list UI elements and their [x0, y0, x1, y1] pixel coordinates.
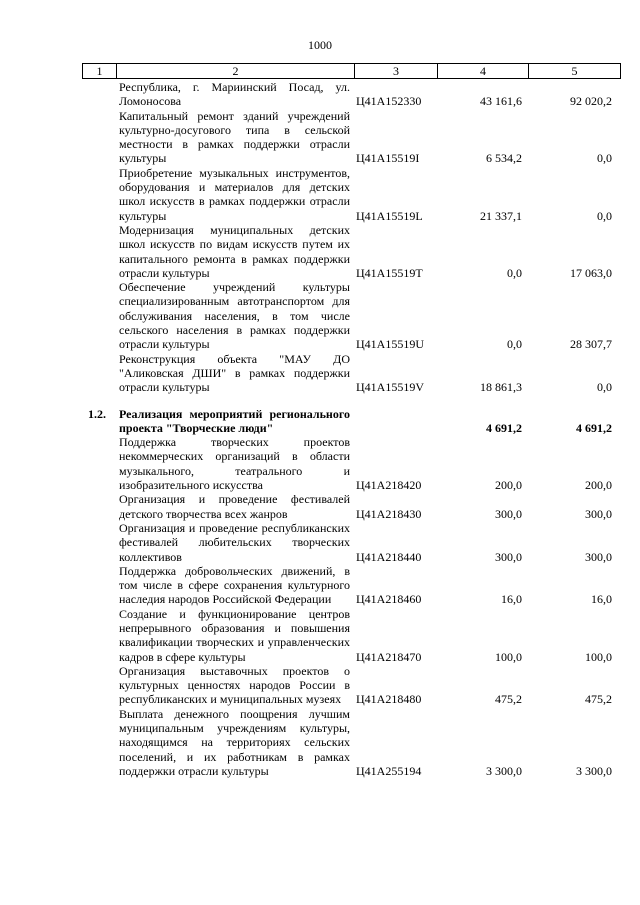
- row-number: [82, 435, 116, 492]
- table-row: [82, 564, 620, 607]
- row-code: Ц41А15519U: [356, 337, 424, 352]
- table-row: [82, 352, 620, 395]
- section-code: [354, 407, 437, 436]
- row-name: Капитальный ремонт зданий учреждений культурно-досугового типа в сельской местности в рамках поддержки отрасли культуры: [119, 108, 350, 166]
- row-number: [82, 280, 116, 351]
- row-number: [82, 492, 116, 521]
- table-row: [82, 280, 620, 351]
- row-value-5: 0,0: [597, 151, 612, 166]
- column-header-2: 2: [117, 64, 355, 79]
- row-number: [82, 707, 116, 778]
- row-name: Республика, г. Мариинский Посад, ул. Ломоносова: [119, 80, 350, 109]
- row-value-4: 475,2: [495, 692, 522, 707]
- section-number: 1.2.: [88, 406, 106, 421]
- row-code: Ц41А218440: [356, 549, 422, 564]
- row-value-5: 300,0: [585, 549, 612, 564]
- row-value-4: 3 300,0: [486, 763, 522, 778]
- column-header-4: 4: [438, 64, 529, 79]
- table-row: [82, 664, 620, 707]
- row-value-4: 0,0: [507, 265, 522, 280]
- row-value-4: 0,0: [507, 337, 522, 352]
- row-value-4: 16,0: [501, 592, 522, 607]
- row-value-5: 17 063,0: [570, 265, 612, 280]
- row-name: Организация выставочных проектов о культурных ценностях народов России в республиканских и муниципальных музеях: [119, 663, 350, 707]
- row-value-4: 21 337,1: [480, 208, 522, 223]
- row-number: [82, 564, 116, 607]
- row-code: Ц41А218480: [356, 692, 422, 707]
- row-value-4: 300,0: [495, 549, 522, 564]
- row-code: Ц41А218430: [356, 506, 422, 521]
- row-name: Обеспечение учреждений культуры специализированным автотранспортом для обслуживания населения, в том числе сельского населения в рамках поддержки отрасли культуры: [119, 280, 350, 352]
- row-value-4: 200,0: [495, 478, 522, 493]
- row-value-5: 0,0: [597, 208, 612, 223]
- row-code: Ц41А152330: [356, 94, 422, 109]
- budget-table: [82, 80, 620, 778]
- row-value-4: 300,0: [495, 506, 522, 521]
- table-row: [82, 607, 620, 664]
- table-row: [82, 223, 620, 280]
- row-number: [82, 352, 116, 395]
- row-number: [82, 521, 116, 564]
- row-number: [82, 664, 116, 707]
- row-code: Ц41А15519I: [356, 151, 420, 166]
- table-row: [82, 109, 620, 166]
- row-name: Выплата денежного поощрения лучшим муниципальным учреждениям культуры, находящимся на территориях сельских поселений, и их работникам в рамках поддержки отрасли культуры: [119, 706, 350, 778]
- row-name: Реконструкция объекта "МАУ ДО "Аликовская ДШИ" в рамках поддержки отрасли культуры: [119, 351, 350, 395]
- row-code: Ц41А218470: [356, 649, 422, 664]
- table-row: [82, 492, 620, 521]
- table-row: [82, 521, 620, 564]
- section-value-5: 4 691,2: [576, 420, 612, 435]
- section-row: [82, 407, 620, 436]
- table-row: [82, 435, 620, 492]
- table-row: [82, 707, 620, 778]
- row-code: Ц41А15519L: [356, 208, 423, 223]
- section-value-4: 4 691,2: [486, 420, 522, 435]
- column-header-row: [83, 64, 621, 79]
- table-row: [82, 166, 620, 223]
- row-code: Ц41А255194: [356, 763, 422, 778]
- row-value-5: 28 307,7: [570, 337, 612, 352]
- row-spacer: [82, 395, 620, 407]
- table-row: [82, 80, 620, 109]
- row-number: [82, 109, 116, 166]
- row-value-5: 92 020,2: [570, 94, 612, 109]
- row-code: Ц41А15519T: [356, 265, 423, 280]
- row-value-5: 475,2: [585, 692, 612, 707]
- row-value-5: 200,0: [585, 478, 612, 493]
- row-number: [82, 607, 116, 664]
- row-number: [82, 166, 116, 223]
- row-value-5: 16,0: [591, 592, 612, 607]
- row-name: Организация и проведение республиканских фестивалей любительских творческих коллективов: [119, 520, 350, 564]
- row-code: Ц41А15519V: [356, 380, 424, 395]
- column-header-5: 5: [529, 64, 621, 79]
- row-value-5: 100,0: [585, 649, 612, 664]
- row-number: [82, 80, 116, 109]
- column-header-1: 1: [83, 64, 117, 79]
- row-code: Ц41А218420: [356, 478, 422, 493]
- row-value-4: 18 861,3: [480, 380, 522, 395]
- row-value-5: 0,0: [597, 380, 612, 395]
- column-header-3: 3: [355, 64, 438, 79]
- row-name: Модернизация муниципальных детских школ искусств по видам искусств путем их капитального ремонта в рамках поддержки отрасли культуры: [119, 222, 350, 280]
- row-value-4: 100,0: [495, 649, 522, 664]
- row-name: Поддержка добровольческих движений, в том числе в сфере сохранения культурного наследия народов Российской Федерации: [119, 563, 350, 607]
- row-name: Организация и проведение фестивалей детского творчества всех жанров: [119, 492, 350, 521]
- row-code: Ц41А218460: [356, 592, 422, 607]
- column-header-table: [82, 63, 621, 79]
- row-value-5: 3 300,0: [576, 763, 612, 778]
- row-value-4: 6 534,2: [486, 151, 522, 166]
- row-value-4: 43 161,6: [480, 94, 522, 109]
- row-number: [82, 223, 116, 280]
- page-number: 1000: [308, 38, 332, 52]
- row-name: Приобретение музыкальных инструментов, оборудования и материалов для детских школ искусств в рамках поддержки отрасли культуры: [119, 165, 350, 223]
- row-name: Создание и функционирование центров непрерывного образования и повышения квалификации творческих и управленческих кадров в сфере культуры: [119, 606, 350, 664]
- row-value-5: 300,0: [585, 506, 612, 521]
- section-name: Реализация мероприятий регионального проекта "Творческие люди": [119, 406, 350, 435]
- row-name: Поддержка творческих проектов некоммерческих организаций в области музыкального, театрального и изобразительного искусства: [119, 435, 350, 493]
